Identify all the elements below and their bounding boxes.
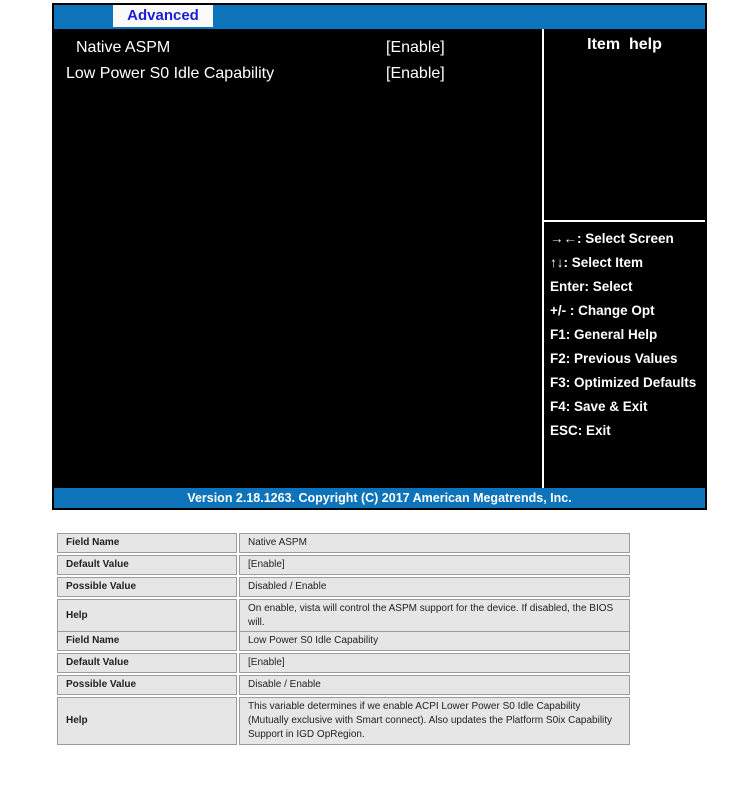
setting-value: [Enable] xyxy=(386,39,445,56)
table-row xyxy=(57,697,630,745)
possible-value-value: Disable / Enable xyxy=(239,675,630,695)
item-help-panel xyxy=(542,29,705,488)
hotkey-change-opt: +/- : Change Opt xyxy=(550,303,655,318)
bios-version-bar: Version 2.18.1263. Copyright (C) 2017 American Megatrends, Inc. xyxy=(54,488,705,508)
setting-row-low-power-s0[interactable] xyxy=(54,61,542,87)
setting-label: Low Power S0 Idle Capability xyxy=(66,65,275,82)
help-label: Help xyxy=(57,697,237,745)
item-help-title-box xyxy=(544,29,705,222)
bios-body xyxy=(54,29,705,488)
hotkey-select-item: ↑↓: Select Item xyxy=(550,255,644,270)
field-reference-table-low-power-s0 xyxy=(55,629,632,747)
field-name-label: Field Name xyxy=(57,631,237,651)
table-row xyxy=(57,577,630,597)
hotkey-esc-exit: ESC: Exit xyxy=(550,423,611,438)
field-name-label: Field Name xyxy=(57,533,237,553)
bios-menu-bar xyxy=(54,5,705,29)
default-value-label: Default Value xyxy=(57,653,237,673)
help-value: On enable, vista will control the ASPM support for the device. If disabled, the BIOS will. xyxy=(239,599,630,633)
table-row xyxy=(57,675,630,695)
table-row xyxy=(57,653,630,673)
help-value: This variable determines if we enable ACPI Lower Power S0 Idle Capability (Mutually exclusive with Smart connect). Also updates the Platform S0ix Capability Support in IGD OpRegion. xyxy=(239,697,630,745)
help-label: Help xyxy=(57,599,237,633)
hotkey-previous-values: F2: Previous Values xyxy=(550,351,678,366)
table-row xyxy=(57,631,630,651)
hotkey-optimized-defaults: F3: Optimized Defaults xyxy=(550,375,697,390)
field-name-value: Native ASPM xyxy=(239,533,630,553)
hotkey-enter-select: Enter: Select xyxy=(550,279,633,294)
default-value-value: [Enable] xyxy=(239,555,630,575)
hotkey-save-exit: F4: Save & Exit xyxy=(550,399,648,414)
default-value-value: [Enable] xyxy=(239,653,630,673)
setting-label: Native ASPM xyxy=(76,39,171,56)
table-row xyxy=(57,533,630,553)
bios-settings-list xyxy=(54,29,542,488)
hotkey-general-help: F1: General Help xyxy=(550,327,658,342)
default-value-label: Default Value xyxy=(57,555,237,575)
setting-row-native-aspm[interactable] xyxy=(54,35,542,61)
field-name-value: Low Power S0 Idle Capability xyxy=(239,631,630,651)
field-reference-table-native-aspm xyxy=(55,531,632,635)
setting-value: [Enable] xyxy=(386,65,445,82)
table-row xyxy=(57,555,630,575)
tab-advanced[interactable]: Advanced xyxy=(113,5,213,27)
possible-value-value: Disabled / Enable xyxy=(239,577,630,597)
table-row xyxy=(57,599,630,633)
possible-value-label: Possible Value xyxy=(57,675,237,695)
possible-value-label: Possible Value xyxy=(57,577,237,597)
hotkey-legend xyxy=(544,222,705,443)
bios-setup-screen xyxy=(52,3,707,510)
hotkey-select-screen: →←: Select Screen xyxy=(550,231,674,246)
item-help-title: Item help xyxy=(587,36,662,53)
